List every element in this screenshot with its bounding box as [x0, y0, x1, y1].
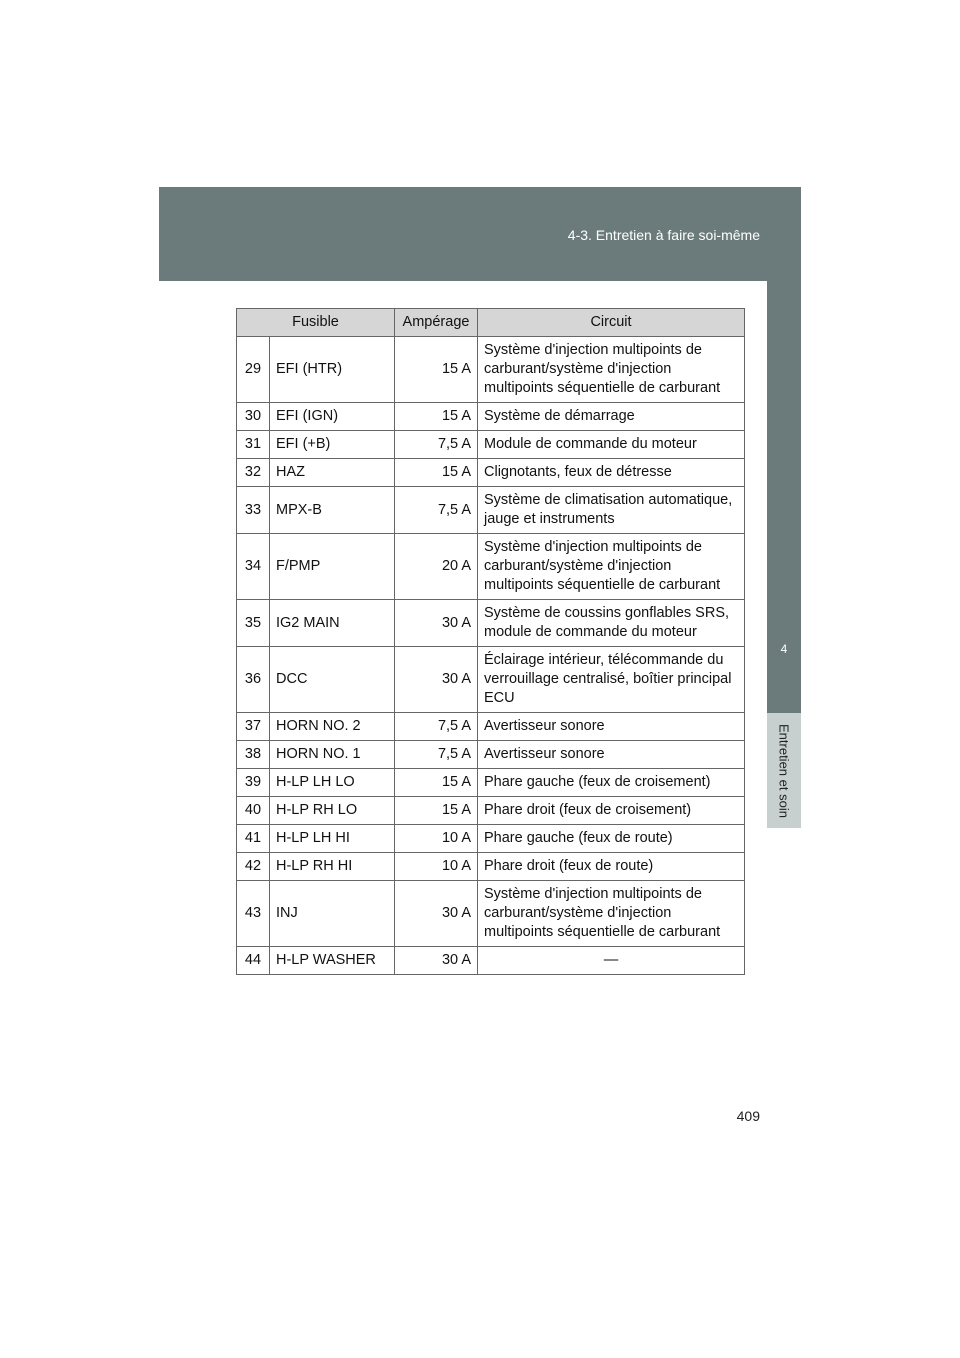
table-row — [237, 881, 745, 947]
table-row — [237, 647, 745, 713]
table-header-row — [237, 309, 745, 337]
fuse-amperage: 15 A — [395, 337, 478, 403]
table-row — [237, 769, 745, 797]
fuse-name: INJ — [270, 881, 395, 947]
fuse-number: 31 — [237, 431, 270, 459]
chapter-label: Entretien et soin — [776, 723, 792, 818]
header-circuit: Circuit — [478, 309, 745, 337]
fuse-circuit: Système d'injection multipoints de carburant/système d'injection multipoints séquentielle de carburant — [478, 534, 745, 600]
fuse-name: EFI (HTR) — [270, 337, 395, 403]
fuse-amperage: 10 A — [395, 853, 478, 881]
chapter-tab-label-area — [767, 713, 801, 828]
chapter-tab — [767, 281, 801, 713]
table-row — [237, 487, 745, 534]
fuse-name: H-LP RH LO — [270, 797, 395, 825]
fuse-number: 44 — [237, 947, 270, 975]
fuse-circuit: Clignotants, feux de détresse — [478, 459, 745, 487]
fuse-amperage: 30 A — [395, 647, 478, 713]
fuse-number: 29 — [237, 337, 270, 403]
fuse-amperage: 30 A — [395, 600, 478, 647]
fuse-name: HORN NO. 2 — [270, 713, 395, 741]
table-row — [237, 534, 745, 600]
fuse-name: H-LP RH HI — [270, 853, 395, 881]
fuse-name: H-LP WASHER — [270, 947, 395, 975]
fuse-name: EFI (IGN) — [270, 403, 395, 431]
fuse-amperage: 15 A — [395, 459, 478, 487]
fuse-amperage: 30 A — [395, 881, 478, 947]
fuse-amperage: 15 A — [395, 769, 478, 797]
fuse-circuit: Système d'injection multipoints de carburant/système d'injection multipoints séquentielle de carburant — [478, 337, 745, 403]
fuse-circuit: Module de commande du moteur — [478, 431, 745, 459]
table-row — [237, 741, 745, 769]
fuse-number: 40 — [237, 797, 270, 825]
chapter-number: 4 — [780, 642, 788, 656]
fuse-number: 34 — [237, 534, 270, 600]
fuse-name: HAZ — [270, 459, 395, 487]
fuse-circuit: Avertisseur sonore — [478, 741, 745, 769]
table-row — [237, 825, 745, 853]
fuse-name: DCC — [270, 647, 395, 713]
fuse-amperage: 7,5 A — [395, 713, 478, 741]
fuse-number: 41 — [237, 825, 270, 853]
fuse-number: 38 — [237, 741, 270, 769]
fuse-number: 30 — [237, 403, 270, 431]
fuse-table-body — [237, 337, 745, 975]
table-row — [237, 947, 745, 975]
page-number: 409 — [736, 1108, 760, 1124]
fuse-number: 42 — [237, 853, 270, 881]
table-row — [237, 797, 745, 825]
header-fuse: Fusible — [237, 309, 395, 337]
table-row — [237, 337, 745, 403]
fuse-name: H-LP LH LO — [270, 769, 395, 797]
fuse-circuit: Avertisseur sonore — [478, 713, 745, 741]
table-row — [237, 600, 745, 647]
fuse-circuit: Système d'injection multipoints de carburant/système d'injection multipoints séquentielle de carburant — [478, 881, 745, 947]
fuse-number: 35 — [237, 600, 270, 647]
fuse-name: MPX-B — [270, 487, 395, 534]
table-row — [237, 431, 745, 459]
fuse-circuit: Phare gauche (feux de route) — [478, 825, 745, 853]
fuse-number: 37 — [237, 713, 270, 741]
fuse-circuit: Phare droit (feux de croisement) — [478, 797, 745, 825]
fuse-amperage: 15 A — [395, 797, 478, 825]
fuse-circuit: — — [478, 947, 745, 975]
fuse-number: 43 — [237, 881, 270, 947]
fuse-number: 39 — [237, 769, 270, 797]
header-band — [159, 187, 801, 281]
fuse-name: IG2 MAIN — [270, 600, 395, 647]
fuse-number: 32 — [237, 459, 270, 487]
fuse-circuit: Éclairage intérieur, télécommande du verrouillage centralisé, boîtier principal ECU — [478, 647, 745, 713]
table-row — [237, 713, 745, 741]
table-row — [237, 403, 745, 431]
fuse-amperage: 7,5 A — [395, 431, 478, 459]
fuse-amperage: 7,5 A — [395, 741, 478, 769]
fuse-amperage: 7,5 A — [395, 487, 478, 534]
fuse-circuit: Système de coussins gonflables SRS, module de commande du moteur — [478, 600, 745, 647]
fuse-name: F/PMP — [270, 534, 395, 600]
fuse-circuit: Phare droit (feux de route) — [478, 853, 745, 881]
fuse-name: HORN NO. 1 — [270, 741, 395, 769]
fuse-amperage: 30 A — [395, 947, 478, 975]
fuse-name: H-LP LH HI — [270, 825, 395, 853]
fuse-amperage: 20 A — [395, 534, 478, 600]
table-row — [237, 853, 745, 881]
section-title: 4-3. Entretien à faire soi-même — [567, 227, 760, 243]
fuse-amperage: 15 A — [395, 403, 478, 431]
chapter-label-wrap — [767, 713, 801, 828]
fuse-amperage: 10 A — [395, 825, 478, 853]
table-row — [237, 459, 745, 487]
fuse-circuit: Système de démarrage — [478, 403, 745, 431]
fuse-number: 36 — [237, 647, 270, 713]
header-amperage: Ampérage — [395, 309, 478, 337]
fuse-name: EFI (+B) — [270, 431, 395, 459]
fuse-table — [236, 308, 745, 975]
fuse-number: 33 — [237, 487, 270, 534]
fuse-circuit: Phare gauche (feux de croisement) — [478, 769, 745, 797]
fuse-circuit: Système de climatisation automatique, jauge et instruments — [478, 487, 745, 534]
